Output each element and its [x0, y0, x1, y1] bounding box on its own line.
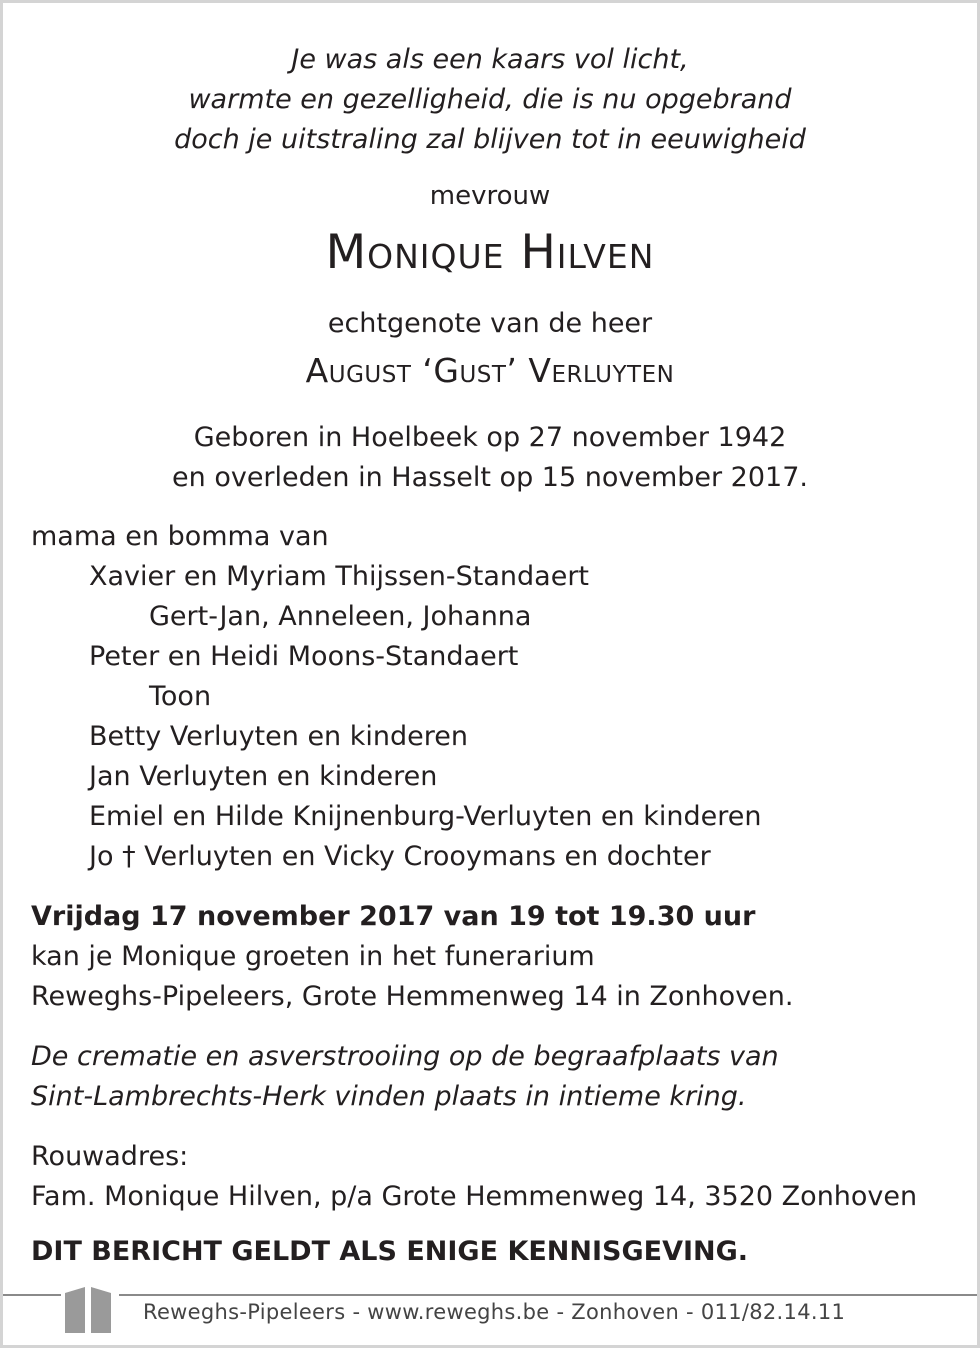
- family-member: Xavier en Myriam Thijssen-Standaert: [89, 561, 590, 592]
- poem-line-2: warmte en gezelligheid, die is nu opgebrand: [188, 84, 792, 115]
- death-line: en overleden in Hasselt op 15 november 2017.: [172, 462, 808, 493]
- poem-line-1: Je was als een kaars vol licht,: [291, 44, 689, 75]
- address-label: Rouwadres:: [31, 1141, 189, 1172]
- family-member: Jo † Verluyten en Vicky Crooymans en dochter: [89, 841, 711, 872]
- family-member: Gert-Jan, Anneleen, Johanna: [149, 601, 532, 632]
- footer-divider: [3, 1294, 977, 1296]
- family-member: Betty Verluyten en kinderen: [89, 721, 468, 752]
- mourning-address: [31, 1137, 917, 1217]
- title-prefix: mevrouw: [429, 181, 551, 211]
- visitation-line: kan je Monique groeten in het funerarium: [31, 941, 595, 972]
- cremation-line-1: De crematie en asverstrooiing op de begraafplaats van: [31, 1041, 779, 1072]
- footer-details: - www.reweghs.be - Zonhoven - 011/82.14.11: [345, 1300, 846, 1324]
- visitation-location: Reweghs-Pipeleers, Grote Hemmenweg 14 in Zonhoven.: [31, 981, 794, 1012]
- family-list: [31, 517, 761, 877]
- family-member: Emiel en Hilde Knijnenburg-Verluyten en kinderen: [89, 801, 762, 832]
- address-value: Fam. Monique Hilven, p/a Grote Hemmenweg 14, 3520 Zonhoven: [31, 1181, 918, 1212]
- official-notice: DIT BERICHT GELDT ALS ENIGE KENNISGEVING.: [31, 1236, 749, 1267]
- life-dates: [3, 418, 977, 498]
- deceased-name: Monique Hilven: [325, 225, 655, 280]
- family-member: Peter en Heidi Moons-Standaert: [89, 641, 519, 672]
- poem: [3, 40, 977, 160]
- footer-company: Reweghs-Pipeleers: [143, 1300, 346, 1324]
- family-member: Toon: [149, 681, 212, 712]
- family-intro: mama en bomma van: [31, 521, 329, 552]
- spouse-intro: echtgenote van de heer: [327, 308, 653, 339]
- poem-line-3: doch je uitstraling zal blijven tot in eeuwigheid: [174, 124, 806, 155]
- cremation-line-2: Sint-Lambrechts-Herk vinden plaats in intieme kring.: [31, 1081, 747, 1112]
- footer-contact: [143, 1300, 845, 1324]
- spouse-name: August ‘Gust’ Verluyten: [305, 351, 675, 390]
- visitation-date: Vrijdag 17 november 2017 van 19 tot 19.30 uur: [31, 901, 756, 932]
- funeral-home-logo-icon: [61, 1281, 119, 1337]
- birth-line: Geboren in Hoelbeek op 27 november 1942: [193, 422, 787, 453]
- family-member: Jan Verluyten en kinderen: [89, 761, 438, 792]
- cremation-info: [31, 1037, 779, 1117]
- visitation-info: [31, 897, 793, 1017]
